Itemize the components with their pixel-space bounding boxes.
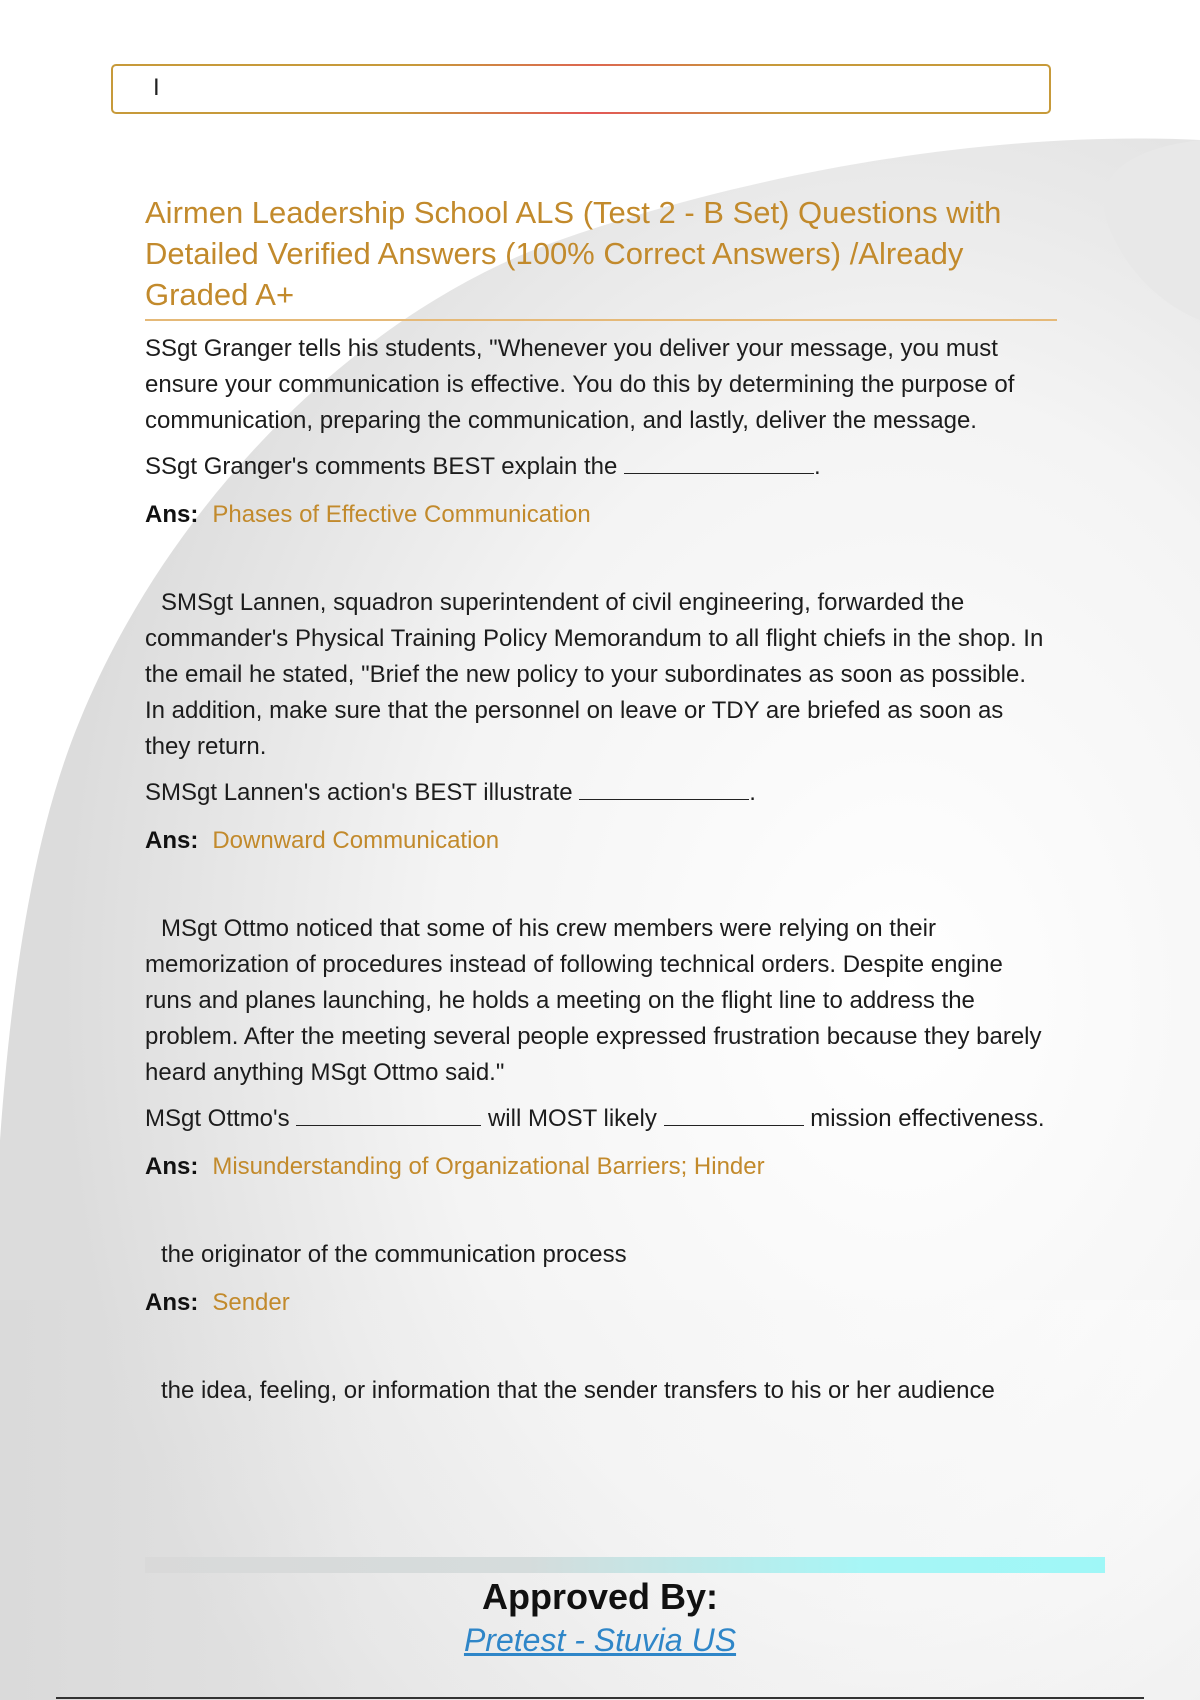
answer-value: Sender (212, 1289, 290, 1316)
answer-label: Ans: (145, 827, 199, 854)
answer-label: Ans: (145, 501, 199, 528)
question-text: the idea, feeling, or information that the sender transfers to his or her audience (161, 1377, 995, 1404)
question-text: MSgt Ottmo noticed that some of his crew members were relying on their memorization of procedures instead of following technical orders. Despite engine runs and planes launching, he holds a meeting on the flight line to address the problem. After the meeting several people expressed frustration because they barely heard anything MSgt Ottmo said." (145, 915, 1042, 1086)
footer-divider-bar (145, 1557, 1105, 1573)
answer-blank-2 (664, 1103, 804, 1126)
question-text: SMSgt Lannen, squadron superintendent of civil engineering, forwarded the commander's Physical Training Policy Memorandum to all flight chiefs in the shop. In the email he stated, "Brief the new policy to your subordinates as soon as possible. In addition, make sure that the personnel on leave or TDY are briefed as soon as they return. (145, 589, 1044, 760)
prompt-end: mission effectiveness. (810, 1105, 1045, 1132)
source-link[interactable]: Pretest - Stuvia US (463, 1622, 737, 1658)
question-item-2 (145, 585, 1045, 859)
question-prompt: SMSgt Lannen's action's BEST illustrate . (145, 779, 756, 806)
answer-line (145, 823, 1045, 859)
answer-value: Misunderstanding of Organizational Barriers; Hinder (212, 1153, 765, 1180)
answer-label: Ans: (145, 1289, 199, 1316)
question-text: the originator of the communication process (161, 1241, 627, 1268)
answer-value: Downward Communication (212, 827, 500, 854)
question-item-5 (145, 1373, 1045, 1409)
header-input-box[interactable] (111, 64, 1051, 114)
question-prompt (145, 1101, 1045, 1137)
answer-line (145, 1149, 1045, 1185)
approved-by-label: Approved By: (481, 1576, 719, 1617)
question-prompt: SSgt Granger's comments BEST explain the . (145, 453, 821, 480)
question-item-4 (145, 1237, 1045, 1321)
document-title: Airmen Leadership School ALS (Test 2 - B Set) Questions with Detailed Verified Answers (100% Correct Answers) /Already Graded A+ (145, 192, 1057, 321)
answer-blank (624, 451, 814, 474)
answer-value: Phases of Effective Communication (212, 501, 591, 528)
prompt-text: SMSgt Lannen's action's BEST illustrate (145, 779, 573, 806)
answer-blank-1 (296, 1103, 481, 1126)
prompt-middle: will MOST likely (487, 1105, 657, 1132)
answer-blank (579, 777, 749, 800)
prompt-text: MSgt Ottmo's (145, 1105, 290, 1132)
question-item-1 (145, 331, 1045, 533)
question-item-3 (145, 911, 1045, 1185)
text-cursor: I (153, 74, 160, 101)
answer-line (145, 497, 1045, 533)
document-content (145, 192, 1045, 1409)
answer-line (145, 1285, 1045, 1321)
question-text: SSgt Granger tells his students, "Whenever you deliver your message, you must ensure your communication is effective. You do this by determining the purpose of communication, preparing the communication, and lastly, deliver the message. (145, 335, 1015, 434)
prompt-text: SSgt Granger's comments BEST explain the (145, 453, 618, 480)
bottom-rule (56, 1697, 1144, 1699)
answer-label: Ans: (145, 1153, 199, 1180)
